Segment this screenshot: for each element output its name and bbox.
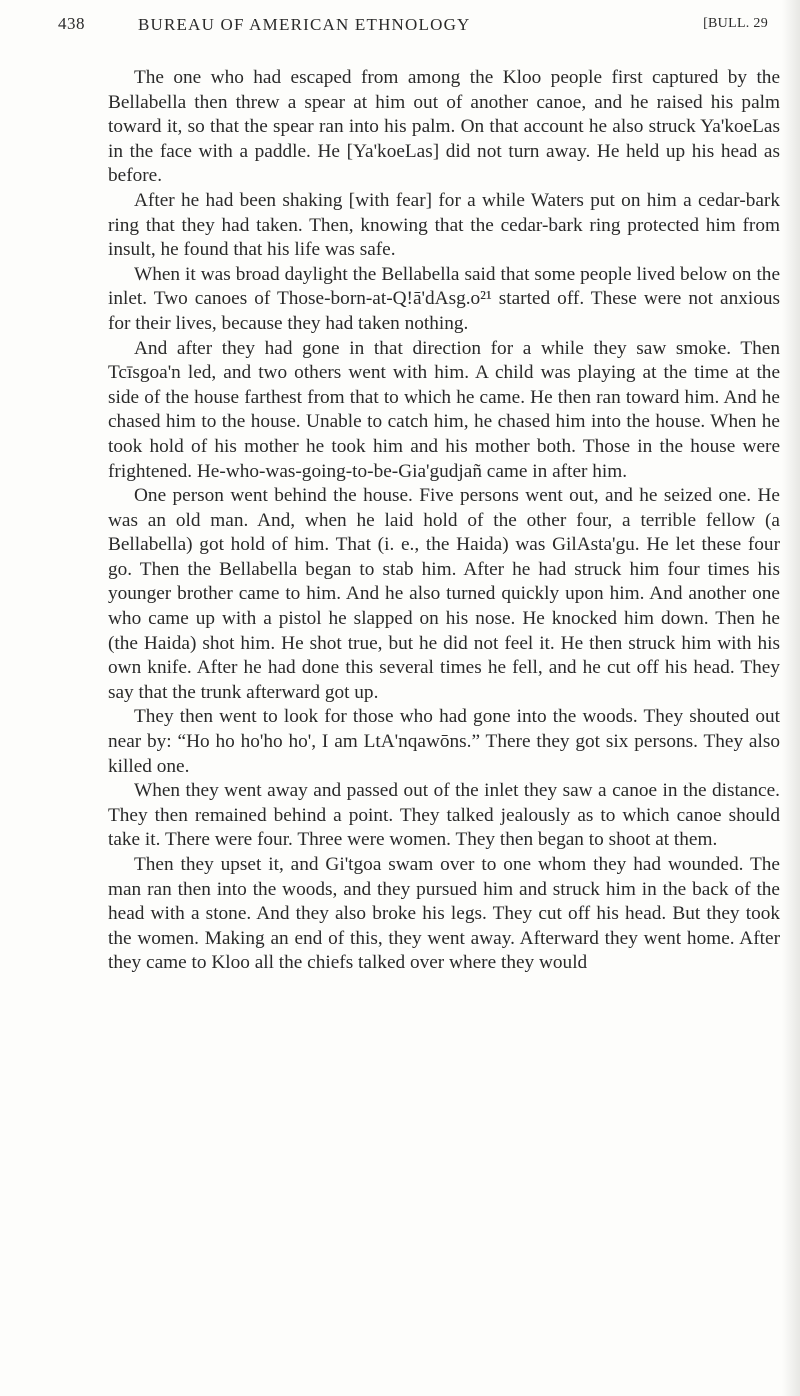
paragraph: And after they had gone in that direction for a while they saw smoke. Then Tcīsgoa'n led, and two others went with him. A child was playing at the time at the side of the house farthest from that to which he came. He then ran toward him. And he chased him to the house. Unable to catch him, he chased him into the house. When he took hold of his mother he took him and his mother both. Those in the house were frightened. He-who-was-going-to-be-Gia'gudjañ came in after him.: [108, 337, 780, 482]
paragraph: When it was broad daylight the Bellabella said that some people lived below on the inlet. Two canoes of Those-born-at-Q!ā'dAsg.o²¹ started off. These were not anxious for their lives, because they had taken nothing.: [108, 263, 780, 334]
page-number: 438: [58, 14, 85, 33]
running-head: [58, 14, 768, 40]
paragraph: After he had been shaking [with fear] for a while Waters put on him a cedar-bark ring that they had taken. Then, knowing that the cedar-bark ring protected him from insult, he found that his life was safe.: [108, 189, 780, 261]
running-head-title: BUREAU OF AMERICAN ETHNOLOGY: [138, 15, 471, 34]
paragraph: One person went behind the house. Five persons went out, and he seized one. He was an old man. And, when he laid hold of the other four, a terrible fellow (a Bellabella) got hold of him. That (i. e., the Haida) was GilAsta'gu. He let these four go. Then the Bellabella began to stab him. After he had struck him four times his younger brother came to him. And he also turned quickly upon him. And another one who came up with a pistol he slapped on his nose. He knocked him down. Then he (the Haida) shot him. He shot true, but he did not feel it. He then struck him with his own knife. After he had done this several times he fell, and he cut off his head. They say that the trunk afterward got up.: [108, 485, 780, 703]
paragraph: When they went away and passed out of the inlet they saw a canoe in the distance. They then remained behind a point. They talked jealously as to which canoe should take it. There were four. Three were women. They then began to shoot at them.: [108, 780, 780, 851]
body-text: [108, 66, 780, 976]
paragraph: They then went to look for those who had gone into the woods. They shouted out near by: “Ho ho ho'ho ho', I am LtA'nqawōns.” There they got six persons. They also killed one.: [108, 706, 780, 777]
page-edge-shadow: [782, 0, 800, 1396]
bulletin-reference: [BULL. 29: [703, 16, 768, 31]
paragraph: The one who had escaped from among the Kloo people first captured by the Bellabella then threw a spear at him out of another canoe, and he raised his palm toward it, so that the spear ran into his palm. On that account he also struck Ya'koeLas in the face with a paddle. He [Ya'koeLas] did not turn away. He held up his head as before.: [108, 67, 780, 187]
paragraph: Then they upset it, and Gi'tgoa swam over to one whom they had wounded. The man ran then into the woods, and they pursued him and struck him in the back of the head with a stone. And they also broke his legs. They cut off his head. But they took the women. Making an end of this, they went away. Afterward they went home. After they came to Kloo all the chiefs talked over where they would: [108, 854, 780, 974]
